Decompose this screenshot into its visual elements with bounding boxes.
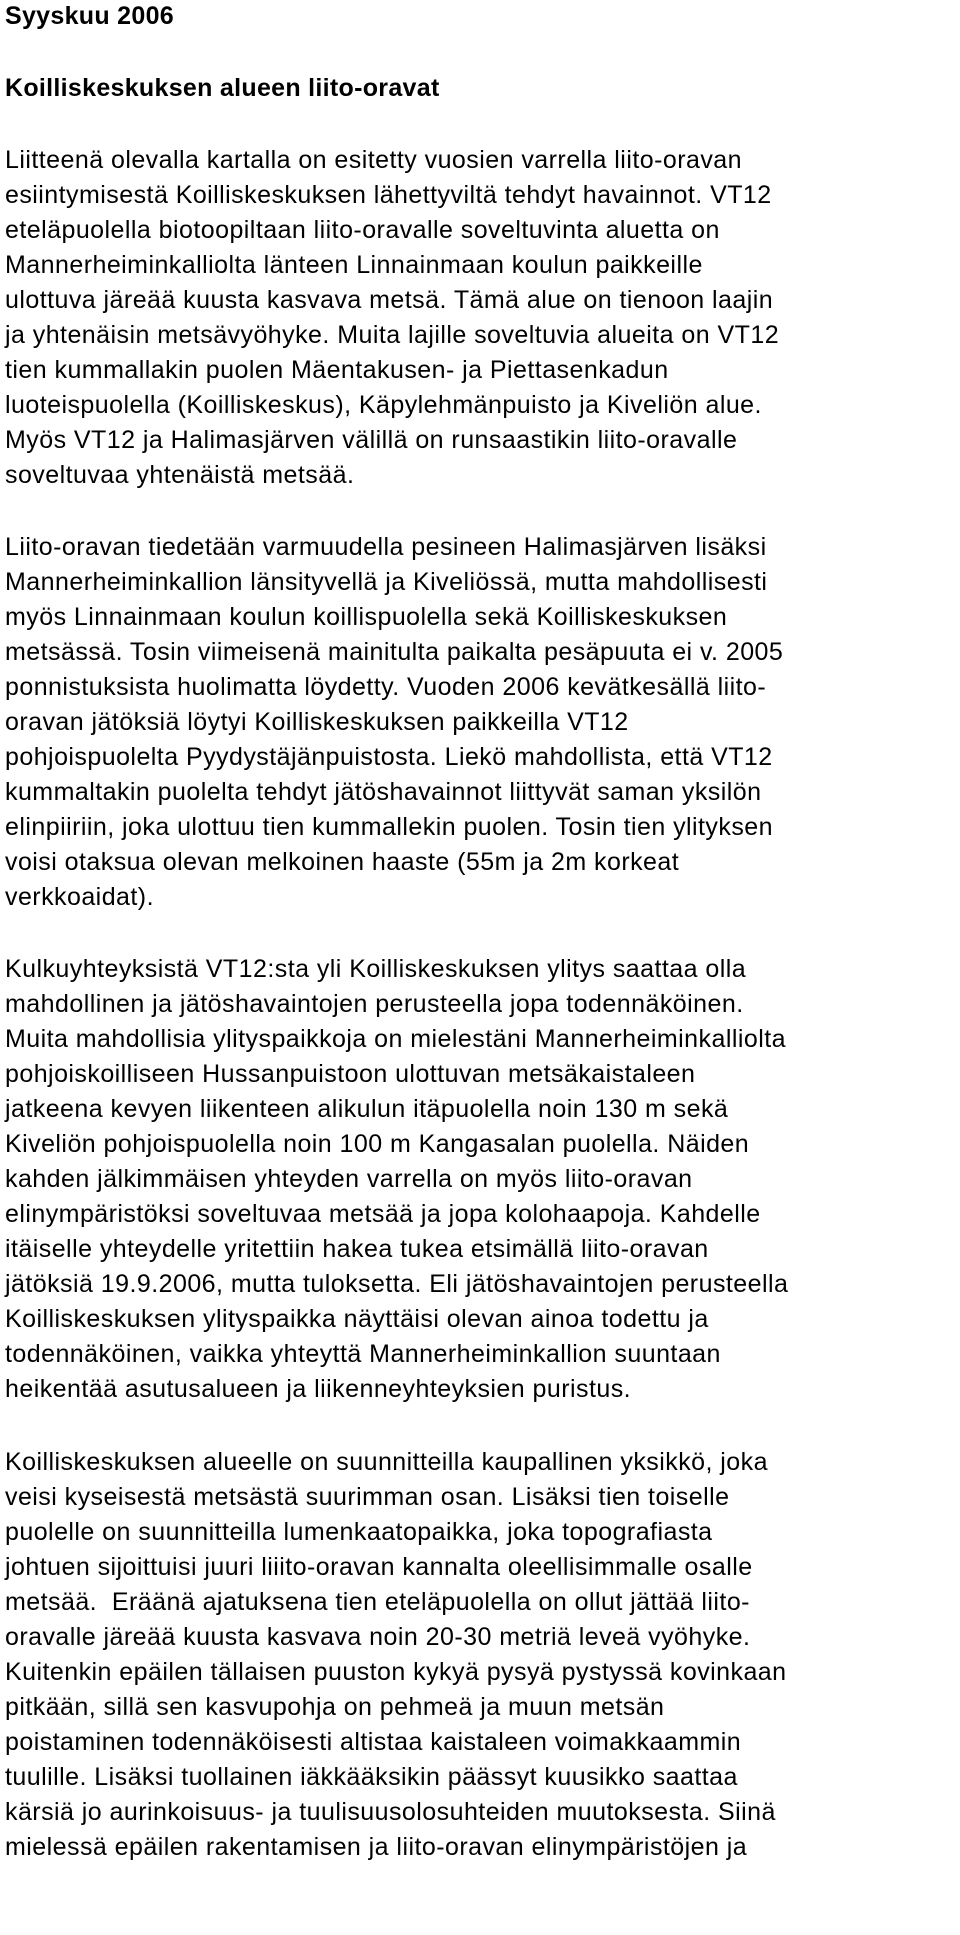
- paragraph-line: kärsiä jo aurinkoisuus- ja tuulisuusolosuhteiden muutoksesta. Siinä: [5, 1798, 776, 1826]
- paragraph-line: puolelle on suunnitteilla lumenkaatopaikka, joka topografiasta: [5, 1518, 713, 1546]
- paragraph-line: jätöksiä 19.9.2006, mutta tuloksetta. Eli jätöshavaintojen perusteella: [5, 1270, 789, 1298]
- paragraph-line: jatkeena kevyen liikenteen alikulun itäpuolella noin 130 m sekä: [5, 1095, 729, 1123]
- paragraph-line: Mannerheiminkallion länsityvellä ja Kiveliössä, mutta mahdollisesti: [5, 568, 768, 596]
- paragraph-line: Liitteenä olevalla kartalla on esitetty vuosien varrella liito-oravan: [5, 146, 742, 174]
- paragraph-line: Koilliskeskuksen alueelle on suunnitteilla kaupallinen yksikkö, joka: [5, 1448, 768, 1476]
- paragraph-line: myös Linnainmaan koulun koillispuolella sekä Koilliskeskuksen: [5, 603, 728, 631]
- paragraph-line: soveltuvaa yhtenäistä metsää.: [5, 461, 355, 489]
- document-title: Koilliskeskuksen alueen liito-oravat: [5, 74, 440, 102]
- paragraph-line: todennäköinen, vaikka yhteyttä Mannerheiminkallion suuntaan: [5, 1340, 721, 1368]
- paragraph-line: johtuen sijoittuisi juuri liiito-oravan kannalta oleellisimmalle osalle: [5, 1553, 753, 1581]
- paragraph-line: elinpiiriin, joka ulottuu tien kummallekin puolen. Tosin tien ylityksen: [5, 813, 773, 841]
- paragraph-line: Kiveliön pohjoispuolella noin 100 m Kangasalan puolella. Näiden: [5, 1130, 750, 1158]
- paragraph-line: itäiselle yhteydelle yritettiin hakea tukea etsimällä liito-oravan: [5, 1235, 709, 1263]
- paragraph-line: mielessä epäilen rakentamisen ja liito-oravan elinympäristöjen ja: [5, 1833, 748, 1861]
- paragraph-line: verkkoaidat).: [5, 883, 154, 911]
- paragraph-line: poistaminen todennäköisesti altistaa kaistaleen voimakkaammin: [5, 1728, 742, 1756]
- paragraph-line: oravan jätöksiä löytyi Koilliskeskuksen paikkeilla VT12: [5, 708, 629, 736]
- paragraph-line: kummaltakin puolelta tehdyt jätöshavainnot liittyvät saman yksilön: [5, 778, 762, 806]
- paragraph-line: metsää. Eräänä ajatuksena tien eteläpuolella on ollut jättää liito-: [5, 1588, 750, 1616]
- paragraph-line: Muita mahdollisia ylityspaikkoja on mielestäni Mannerheiminkalliolta: [5, 1025, 786, 1053]
- paragraph-line: metsässä. Tosin viimeisenä mainitulta paikalta pesäpuuta ei v. 2005: [5, 638, 784, 666]
- paragraph-line: Kulkuyhteyksistä VT12:sta yli Koilliskeskuksen ylitys saattaa olla: [5, 955, 747, 983]
- paragraph-line: heikentää asutusalueen ja liikenneyhteyksien puristus.: [5, 1375, 632, 1403]
- paragraph-line: Myös VT12 ja Halimasjärven välillä on runsaastikin liito-oravalle: [5, 426, 738, 454]
- paragraph-line: Mannerheiminkalliolta länteen Linnainmaan koulun paikkeille: [5, 251, 703, 279]
- date-heading: Syyskuu 2006: [5, 2, 174, 30]
- paragraph-line: veisi kyseisestä metsästä suurimman osan. Lisäksi tien toiselle: [5, 1483, 730, 1511]
- paragraph-line: pohjoispuolelta Pyydystäjänpuistosta. Liekö mahdollista, että VT12: [5, 743, 773, 771]
- paragraph-line: tuulille. Lisäksi tuollainen iäkkääksikin päässyt kuusikko saattaa: [5, 1763, 738, 1791]
- paragraph-line: mahdollinen ja jätöshavaintojen perusteella jopa todennäköinen.: [5, 990, 744, 1018]
- paragraph-line: ulottuva järeää kuusta kasvava metsä. Tämä alue on tienoon laajin: [5, 286, 774, 314]
- paragraph-line: Koilliskeskuksen ylityspaikka näyttäisi olevan ainoa todettu ja: [5, 1305, 709, 1333]
- paragraph-line: eteläpuolella biotoopiltaan liito-oravalle soveltuvinta aluetta on: [5, 216, 720, 244]
- paragraph-line: Kuitenkin epäilen tällaisen puuston kykyä pysyä pystyssä kovinkaan: [5, 1658, 787, 1686]
- paragraph-line: esiintymisestä Koilliskeskuksen lähettyviltä tehdyt havainnot. VT12: [5, 181, 772, 209]
- paragraph-line: Liito-oravan tiedetään varmuudella pesineen Halimasjärven lisäksi: [5, 533, 767, 561]
- paragraph-line: ponnistuksista huolimatta löydetty. Vuoden 2006 kevätkesällä liito-: [5, 673, 767, 701]
- paragraph-line: pohjoiskoilliseen Hussanpuistoon ulottuvan metsäkaistaleen: [5, 1060, 696, 1088]
- paragraph-line: voisi otaksua olevan melkoinen haaste (55m ja 2m korkeat: [5, 848, 680, 876]
- paragraph-line: luoteispuolella (Koilliskeskus), Käpylehmänpuisto ja Kiveliön alue.: [5, 391, 762, 419]
- paragraph-line: ja yhtenäisin metsävyöhyke. Muita lajille soveltuvia alueita on VT12: [5, 321, 780, 349]
- paragraph-line: oravalle järeää kuusta kasvava noin 20-30 metriä leveä vyöhyke.: [5, 1623, 751, 1651]
- paragraph-line: tien kummallakin puolen Mäentakusen- ja Piettasenkadun: [5, 356, 669, 384]
- paragraph-line: elinympäristöksi soveltuvaa metsää ja jopa kolohaapoja. Kahdelle: [5, 1200, 761, 1228]
- paragraph-line: pitkään, sillä sen kasvupohja on pehmeä ja muun metsän: [5, 1693, 665, 1721]
- paragraph-line: kahden jälkimmäisen yhteyden varrella on myös liito-oravan: [5, 1165, 693, 1193]
